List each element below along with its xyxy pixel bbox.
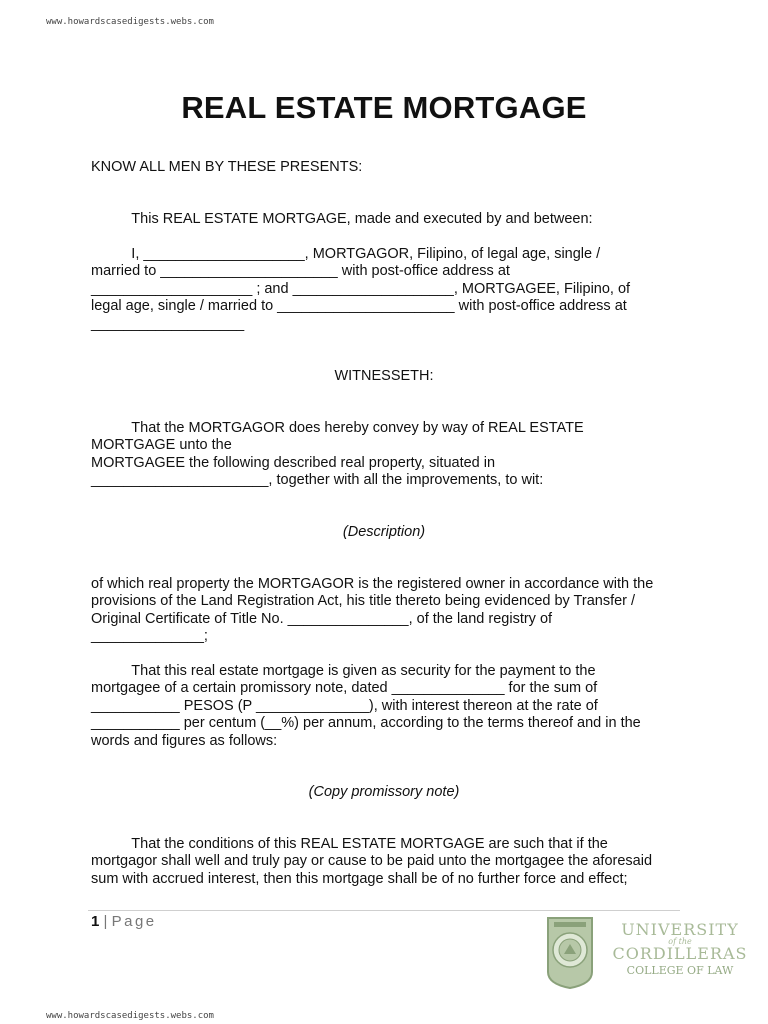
convey-paragraph: That the MORTGAGOR does hereby convey by way of REAL ESTATE MORTGAGE unto the MORTGAGEE the following described real property, situated in ______________________, together with all the improvements, to wit: [91,420,584,489]
intro-paragraph: This REAL ESTATE MORTGAGE, made and executed by and between: [91,211,593,227]
conditions-paragraph: That the conditions of this REAL ESTATE MORTGAGE are such that if the mortgagor shall well and truly pay or cause to be paid unto the mortgagee the aforesaid sum with accrued interest, then this mortgage shall be of no further force and effect; [91,836,653,887]
document-title: REAL ESTATE MORTGAGE [181,90,587,125]
page-footer [91,913,157,930]
university-logo [542,910,762,990]
registered-owner-paragraph: of which real property the MORTGAGOR is the registered owner in accordance with the provisions of the Land Registration Act, his title thereto being evidenced by Transfer / Original Certificate of Title No. _______________, of the land registry of ______________; [91,576,654,645]
logo-college-of-law: COLLEGE OF LAW [626,964,734,977]
university-seal-icon [542,910,598,990]
witnesseth-heading: WITNESSETH: [334,368,434,384]
know-all-men-line: KNOW ALL MEN BY THESE PRESENTS: [91,159,363,175]
footer-url: www.howardscasedigests.webs.com [46,1011,214,1021]
logo-of-the: of the [668,937,692,946]
logo-cordilleras: CORDILLERAS [612,944,748,963]
copy-note-placeholder: (Copy promissory note) [308,784,460,800]
header-url: www.howardscasedigests.webs.com [46,17,214,27]
page-number: 1 [91,913,100,930]
description-placeholder: (Description) [342,524,426,540]
page-separator: | [103,913,108,930]
parties-paragraph: I, ____________________, MORTGAGOR, Filipino, of legal age, single / married to ______________________ with post-office address at ____________________ ; and ____________________, MORTGAGEE, Filipino, of legal age, single / married to ______________________ with post-office address at ___________________ [91,246,631,332]
security-paragraph: That this real estate mortgage is given as security for the payment to the mortgagee of a certain promissory note, dated ______________ for the sum of ___________ PESOS (P ______________), with interest thereon at the rate of ___________ per centum (__%) per annum, according to the terms thereof and in the words and figures as follows: [91,663,641,749]
page-label: Page [111,913,157,930]
logo-university: UNIVERSITY [621,920,739,939]
